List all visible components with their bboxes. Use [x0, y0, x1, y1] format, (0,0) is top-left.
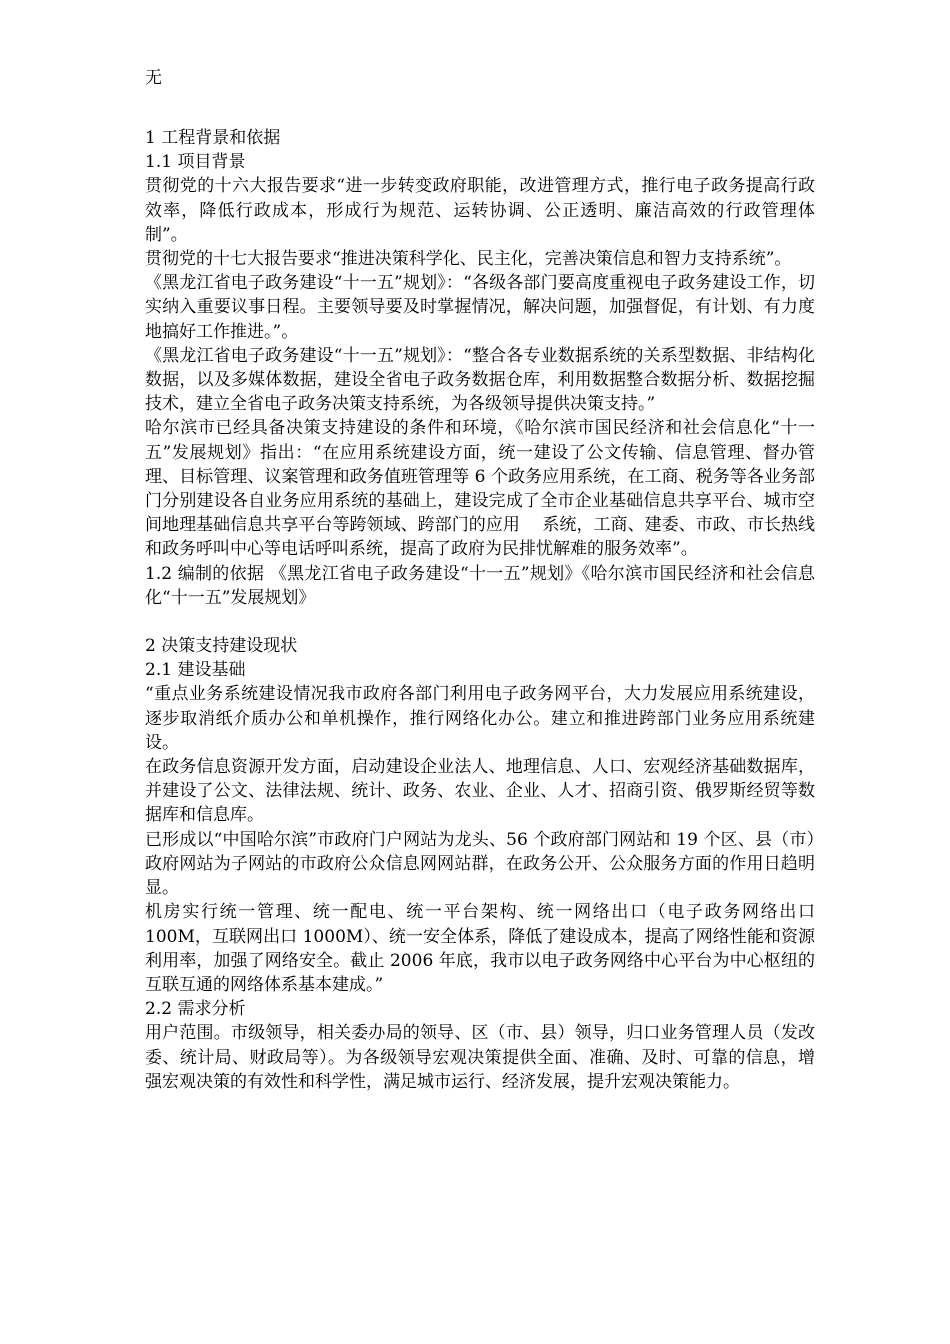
section-2-1-heading: 2.1 建设基础 [145, 660, 246, 681]
page-header-text: 无 [145, 68, 162, 88]
paragraph: 在政务信息资源开发方面，启动建设企业法人、地理信息、人口、宏观经济基础数据库，并建设了公文、法律法规、统计、政务、农业、企业、人才、招商引资、俄罗斯经贸等数据库和信息库。 [145, 757, 815, 826]
document-body [145, 126, 815, 1094]
paragraph: 贯彻党的十六大报告要求“进一步转变政府职能，改进管理方式，推行电子政务提高行政效率，降低行政成本，形成行为规范、运转协调、公正透明、廉洁高效的行政管理体制”。 [145, 176, 815, 245]
section-1-1-heading: 1.1 项目背景 [145, 152, 246, 173]
paragraph: 《黑龙江省电子政务建设“十一五”规划》：“整合各专业数据系统的关系型数据、非结构化数据，以及多媒体数据，建设全省电子政务数据仓库，利用数据整合数据分析、数据挖掘技术，建立全省电子政务决策支持系统，为各级领导提供决策支持。” [145, 345, 815, 415]
section-1-2-paragraph: 1.2 编制的依据 《黑龙江省电子政务建设“十一五”规划》《哈尔滨市国民经济和社会信息化“十一五”发展规划》 [145, 563, 815, 608]
paragraph: 已形成以“中国哈尔滨”市政府门户网站为龙头、56 个政府部门网站和 19 个区、县（市）政府网站为子网站的市政府公众信息网网站群，在政务公开、公众服务方面的作用日趋明显。 [145, 829, 815, 899]
paragraph: 哈尔滨市已经具备决策支持建设的条件和环境，《哈尔滨市国民经济和社会信息化“十一五”发展规划》指出：“在应用系统建设方面，统一建设了公文传输、信息管理、督办管理、目标管理、议案管理和政务值班管理等 6 个政务应用系统，在工商、税务等各业务部门分别建设各自业务应用系统的基础上，建设完成了全市企业基础信息共享平台、城市空间地理基础信息共享平台等跨领域、跨部门的应用 系统，工商、建委、市政、市长热线和政务呼叫中心等电话呼叫系统，提高了政府为民排忧解难的服务效率”。 [145, 418, 815, 560]
section-spacer [145, 610, 815, 634]
paragraph: 用户范围。市级领导，相关委办局的领导、区（市、县）领导，归口业务管理人员（发改委、统计局、财政局等）。为各级领导宏观决策提供全面、准确、及时、可靠的信息，增强宏观决策的有效性和科学性，满足城市运行、经济发展，提升宏观决策能力。 [145, 1023, 815, 1092]
paragraph: 贯彻党的十七大报告要求“推进决策科学化、民主化，完善决策信息和智力支持系统”。 [145, 249, 792, 270]
paragraph: 机房实行统一管理、统一配电、统一平台架构、统一网络出口（电子政务网络出口 100M，互联网出口 1000M）、统一安全体系，降低了建设成本，提高了网络性能和资源利用率，加强了网络安全。截止 2006 年底，我市以电子政务网络中心平台为中心枢纽的互联互通的网络体系基本建成。” [145, 902, 815, 995]
section-1-heading: 1 工程背景和依据 [145, 128, 281, 148]
paragraph: 《黑龙江省电子政务建设“十一五”规划》：“各级各部门要高度重视电子政务建设工作，切实纳入重要议事日程。主要领导要及时掌握情况，解决问题，加强督促，有计划、有力度地搞好工作推进。”。 [145, 273, 815, 342]
paragraph: “重点业务系统建设情况我市政府各部门利用电子政务网平台，大力发展应用系统建设，逐步取消纸介质办公和单机操作，推行网络化办公。建立和推进跨部门业务应用系统建设。 [145, 684, 815, 753]
section-2-heading: 2 决策支持建设现状 [145, 636, 298, 657]
section-2-2-heading: 2.2 需求分析 [145, 999, 246, 1020]
